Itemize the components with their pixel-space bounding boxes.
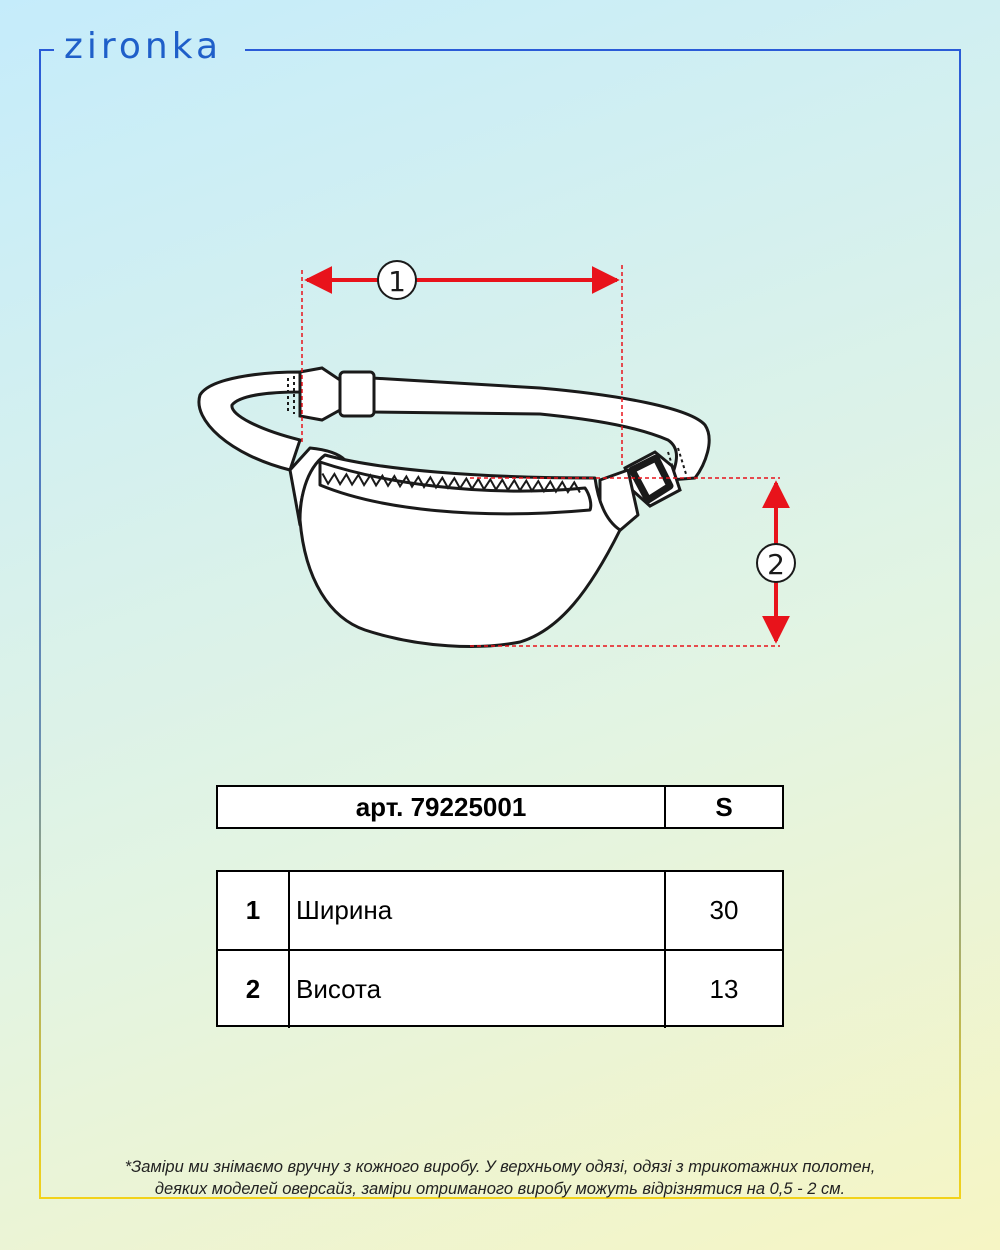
article-number: арт. 79225001 [218,787,666,827]
disclaimer-line: деяких моделей оверсайз, заміри отриманого виробу можуть відрізнятися на 0,5 - 2 см. [154,1180,846,1198]
measurement-label: Ширина [290,872,666,949]
measurement-value: 13 [709,974,739,1004]
measurement-disclaimer [40,1156,960,1200]
height-marker-label: 2 [767,548,785,581]
measurement-label: Висота [290,951,666,1028]
measurements-table [216,870,784,1027]
width-dimension [302,261,622,465]
size-label: S [715,791,733,822]
width-marker-label: 1 [388,265,406,298]
table-row [218,949,782,1028]
table-row [218,872,782,949]
measurement-number: 1 [218,872,290,949]
disclaimer-line: *Заміри ми знімаємо вручну з кожного виробу. У верхньому одязі, одязі з трикотажних полотен, [124,1158,876,1176]
article-header-table [216,785,784,829]
brand-logo: zironka [64,26,223,67]
measurement-value: 30 [709,895,739,925]
buckle-icon [288,368,374,420]
measurement-number: 2 [218,951,290,1028]
